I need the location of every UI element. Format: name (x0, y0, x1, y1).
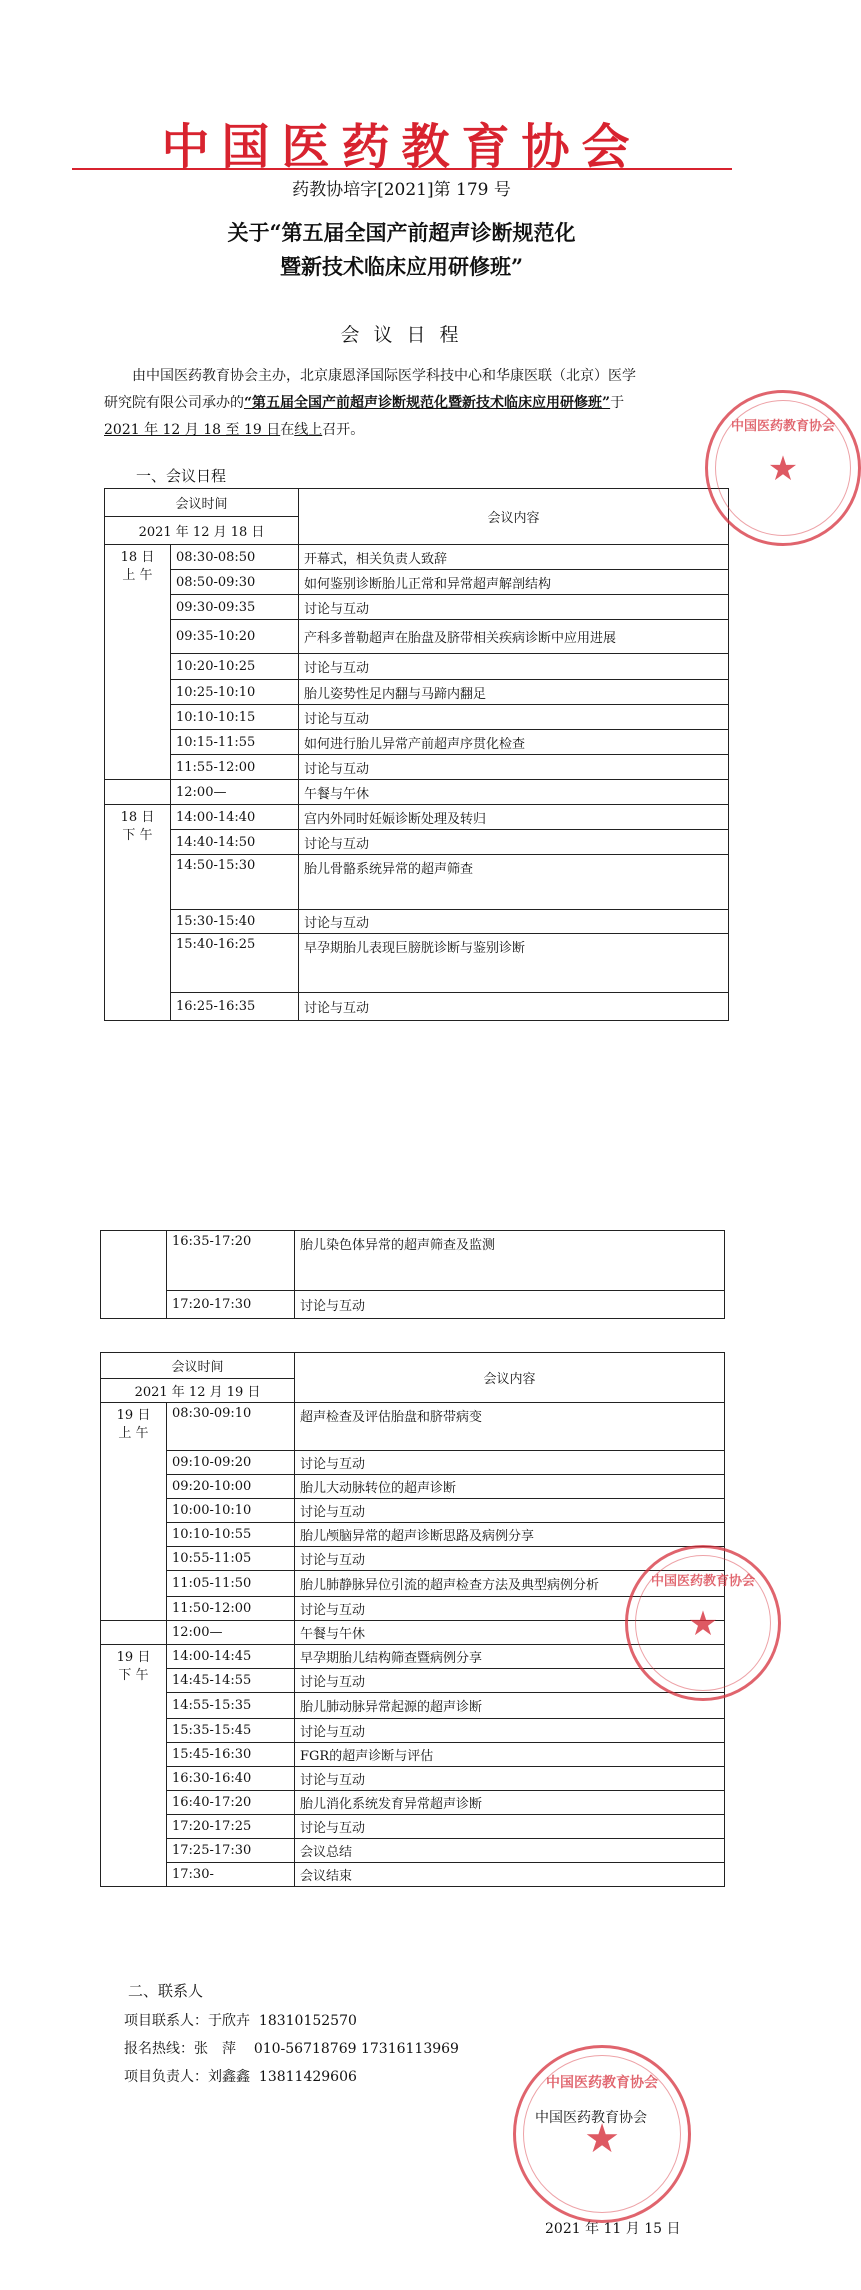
table-row (105, 595, 729, 620)
session-time: 08:30-08:50 (171, 545, 299, 570)
session-content: 胎儿染色体异常的超声筛查及监测 (295, 1231, 725, 1291)
table-row (101, 1719, 725, 1743)
session-time: 15:30-15:40 (171, 910, 299, 934)
session-time: 09:35-10:20 (171, 620, 299, 654)
contact-label: 项目负责人： (124, 2069, 208, 2085)
session-time: 16:40-17:20 (167, 1791, 295, 1815)
session-time: 09:10-09:20 (167, 1451, 295, 1475)
session-time: 09:20-10:00 (167, 1475, 295, 1499)
session-content: 讨论与互动 (299, 830, 729, 855)
session-content: 早孕期胎儿表现巨膀胱诊断与鉴别诊断 (299, 934, 729, 993)
intro-suffix: 于 (610, 395, 625, 411)
contact-line (124, 2010, 357, 2030)
session-time: 12:00— (167, 1621, 295, 1645)
day1-header-row (105, 489, 729, 517)
session-content: 胎儿肺静脉异位引流的超声检查方法及典型病例分析 (295, 1571, 725, 1597)
session-content: 胎儿消化系统发育异常超声诊断 (295, 1791, 725, 1815)
session-time: 10:25-10:10 (171, 680, 299, 705)
session-time: 10:55-11:05 (167, 1547, 295, 1571)
table-row (105, 545, 729, 570)
table-row (105, 755, 729, 780)
contact-label: 项目联系人： (124, 2013, 208, 2029)
session-content: 讨论与互动 (295, 1719, 725, 1743)
table-row (101, 1743, 725, 1767)
session-time: 14:00-14:40 (171, 805, 299, 830)
signature-org: 中国医药教育协会 (535, 2110, 647, 2126)
intro-line3 (104, 417, 724, 444)
table-row (101, 1523, 725, 1547)
table-row (101, 1791, 725, 1815)
day2-header-time: 会议时间 (101, 1353, 295, 1379)
session-content: 讨论与互动 (299, 705, 729, 730)
contact-line (124, 2038, 459, 2058)
intro-end: 召开。 (322, 422, 365, 438)
table-row (105, 910, 729, 934)
table-row (101, 1693, 725, 1719)
session-content: 午餐与午休 (295, 1621, 725, 1645)
seal-star-icon: ★ (687, 1604, 719, 1644)
session-content: 讨论与互动 (295, 1451, 725, 1475)
table-row (101, 1767, 725, 1791)
day1-schedule-table (104, 488, 729, 1021)
session-time: 14:00-14:45 (167, 1645, 295, 1669)
meeting-mode: 线上 (294, 422, 323, 438)
session-content: 午餐与午休 (299, 780, 729, 805)
session-time: 11:55-12:00 (171, 755, 299, 780)
session-time: 14:55-15:35 (167, 1693, 295, 1719)
table-row (101, 1499, 725, 1523)
table-row (101, 1403, 725, 1451)
intro-paragraph (104, 363, 724, 444)
session-content: 讨论与互动 (299, 654, 729, 680)
session-content: 讨论与互动 (295, 1767, 725, 1791)
table-row (105, 705, 729, 730)
day2-header-date: 2021 年 12 月 19 日 (101, 1379, 295, 1403)
course-name: “第五届全国产前超声诊断规范化暨新技术临床应用研修班” (244, 395, 611, 411)
session-time: 14:45-14:55 (167, 1669, 295, 1693)
schedule-title: 会 议 日 程 (340, 324, 463, 346)
session-content: 如何鉴别诊断胎儿正常和异常超声解剖结构 (299, 570, 729, 595)
lunch-row (105, 780, 729, 805)
day2-morning-label: 19 日 上 午 (101, 1403, 167, 1621)
session-time: 11:05-11:50 (167, 1571, 295, 1597)
intro-line2 (104, 390, 724, 417)
session-time: 16:35-17:20 (167, 1231, 295, 1291)
session-time: 14:50-15:30 (171, 855, 299, 910)
session-time: 17:20-17:30 (167, 1291, 295, 1319)
section-schedule-label: 一、会议日程 (136, 467, 227, 485)
day2-afternoon-label: 19 日 下 午 (101, 1645, 167, 1887)
session-content: 会议结束 (295, 1863, 725, 1887)
session-content: 早孕期胎儿结构筛查暨病例分享 (295, 1645, 725, 1669)
letterhead-rule (72, 168, 732, 170)
day1-morning-label: 18 日 上 午 (105, 545, 171, 780)
contact-phone: 010-56718769 17316113969 (253, 2041, 459, 2057)
session-content: 胎儿肺动脉异常起源的超声诊断 (295, 1693, 725, 1719)
notice-title-line1: 关于“第五届全国产前超声诊断规范化 (227, 220, 576, 245)
session-time: 10:00-10:10 (167, 1499, 295, 1523)
table-row (105, 855, 729, 910)
contact-name: 刘鑫鑫 (208, 2069, 250, 2085)
day2-header-content: 会议内容 (295, 1353, 725, 1403)
session-content: 讨论与互动 (295, 1597, 725, 1621)
contact-line (124, 2066, 357, 2086)
session-time: 15:45-16:30 (167, 1743, 295, 1767)
session-content: 宫内外同时妊娠诊断处理及转归 (299, 805, 729, 830)
day1-header-content: 会议内容 (299, 489, 729, 545)
day1-continued-table (100, 1230, 725, 1319)
session-time: 10:10-10:55 (167, 1523, 295, 1547)
table-row (105, 654, 729, 680)
session-time: 16:25-16:35 (171, 993, 299, 1021)
session-time: 08:30-09:10 (167, 1403, 295, 1451)
table-row (101, 1839, 725, 1863)
contact-name: 于欣卉 (208, 2013, 250, 2029)
org-letterhead: 中国医药教育协会 (161, 119, 642, 175)
table-row (105, 934, 729, 993)
table-row (101, 1815, 725, 1839)
seal-text: 中国医药教育协会 (650, 1574, 755, 1589)
day1-afternoon-label: 18 日 下 午 (105, 805, 171, 1021)
session-content: 讨论与互动 (299, 993, 729, 1021)
seal-star-icon: ★ (584, 2116, 620, 2162)
table-row (101, 1451, 725, 1475)
session-time: 11:50-12:00 (167, 1597, 295, 1621)
session-time: 08:50-09:30 (171, 570, 299, 595)
official-seal-top (705, 390, 861, 546)
session-time: 17:30- (167, 1863, 295, 1887)
session-time: 17:25-17:30 (167, 1839, 295, 1863)
session-content: 会议总结 (295, 1839, 725, 1863)
intro-prefix: 研究院有限公司承办的 (104, 395, 244, 411)
session-time: 15:40-16:25 (171, 934, 299, 993)
session-content: 超声检查及评估胎盘和脐带病变 (295, 1403, 725, 1451)
intro-line1: 由中国医药教育协会主办，北京康恩泽国际医学科技中心和华康医联（北京）医学 (132, 368, 636, 384)
session-content: 产科多普勒超声在胎盘及脐带相关疾病诊断中应用进展 (299, 620, 729, 654)
contact-name: 张 萍 (194, 2041, 236, 2057)
day1-header-date: 2021 年 12 月 18 日 (105, 517, 299, 545)
session-content: 讨论与互动 (299, 910, 729, 934)
official-seal-bottom (513, 2045, 691, 2223)
meeting-dates: 2021 年 12 月 18 至 19 日 (104, 422, 281, 438)
notice-title-line2: 暨新技术临床应用研修班” (279, 254, 524, 279)
table-row (101, 1475, 725, 1499)
session-time: 10:15-11:55 (171, 730, 299, 755)
table-row (105, 620, 729, 654)
session-content: 讨论与互动 (299, 595, 729, 620)
session-content: 讨论与互动 (295, 1291, 725, 1319)
session-time: 10:20-10:25 (171, 654, 299, 680)
contact-phone: 13811429606 (258, 2069, 357, 2085)
table-row (101, 1291, 725, 1319)
session-time: 12:00— (171, 780, 299, 805)
session-time: 16:30-16:40 (167, 1767, 295, 1791)
contact-label: 报名热线： (124, 2041, 194, 2057)
table-row (101, 1231, 725, 1291)
session-content: 胎儿骨骼系统异常的超声筛查 (299, 855, 729, 910)
table-row (105, 805, 729, 830)
seal-text: 中国医药教育协会 (730, 419, 835, 434)
session-content: 讨论与互动 (295, 1499, 725, 1523)
session-content: 讨论与互动 (295, 1547, 725, 1571)
official-seal-middle (625, 1545, 781, 1701)
table-row (101, 1669, 725, 1693)
day1-header-time: 会议时间 (105, 489, 299, 517)
session-content: 开幕式，相关负责人致辞 (299, 545, 729, 570)
session-content: 胎儿大动脉转位的超声诊断 (295, 1475, 725, 1499)
table-row (101, 1863, 725, 1887)
table-row (105, 993, 729, 1021)
contact-phone: 18310152570 (258, 2013, 357, 2029)
session-content: 讨论与互动 (295, 1669, 725, 1693)
session-content: 胎儿姿势性足内翻与马蹄内翻足 (299, 680, 729, 705)
session-content: 讨论与互动 (299, 755, 729, 780)
seal-star-icon: ★ (767, 449, 799, 489)
table-row (105, 830, 729, 855)
session-time: 15:35-15:45 (167, 1719, 295, 1743)
document-number: 药教协培字[2021]第 179 号 (292, 180, 511, 200)
session-time: 10:10-10:15 (171, 705, 299, 730)
section-contacts-label: 二、联系人 (128, 1982, 204, 2000)
table-row (105, 570, 729, 595)
session-content: 讨论与互动 (295, 1815, 725, 1839)
table-row (105, 680, 729, 705)
session-content: FGR的超声诊断与评估 (295, 1743, 725, 1767)
intro-connector: 在 (280, 422, 295, 438)
signature-date: 2021 年 11 月 15 日 (545, 2221, 681, 2237)
session-content: 胎儿颅脑异常的超声诊断思路及病例分享 (295, 1523, 725, 1547)
session-time: 17:20-17:25 (167, 1815, 295, 1839)
session-time: 14:40-14:50 (171, 830, 299, 855)
day2-header-row (101, 1353, 725, 1379)
table-row (101, 1547, 725, 1571)
session-time: 09:30-09:35 (171, 595, 299, 620)
session-content: 如何进行胎儿异常产前超声序贯化检查 (299, 730, 729, 755)
seal-text: 中国医药教育协会 (546, 2075, 658, 2091)
table-row (105, 730, 729, 755)
